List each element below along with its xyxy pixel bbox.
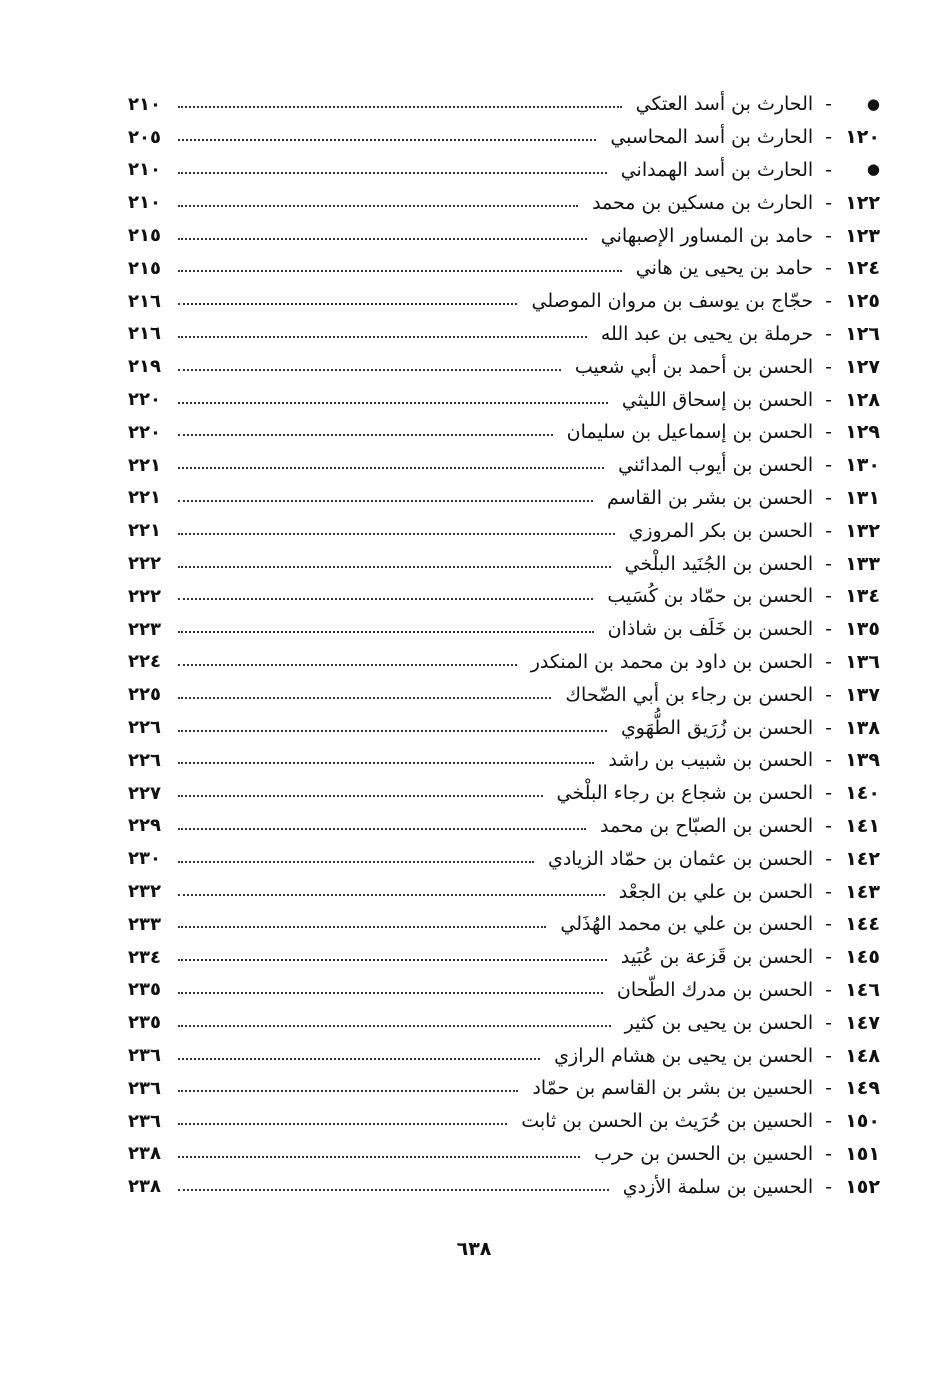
entry-name: الحسن بن داود بن محمد بن المنكدر	[530, 650, 814, 673]
dot-leader	[178, 664, 517, 666]
entry-name: الحسن بن بكر المروزي	[628, 519, 814, 542]
dot-leader	[178, 730, 607, 732]
bullet-icon: ●	[866, 94, 880, 113]
entry-dash: -	[825, 913, 832, 936]
toc-entry	[128, 613, 880, 646]
dot-leader	[178, 1058, 540, 1060]
dot-leader	[178, 500, 593, 502]
entry-name: الحسين بن سلمة الأزدي	[622, 1175, 814, 1198]
dot-leader	[178, 861, 534, 863]
entry-number: ١٤٢	[845, 847, 880, 870]
entry-name: الحسن بن مدرك الطّحان	[616, 978, 814, 1001]
entry-page: ٢١٥	[128, 257, 161, 279]
entry-page: ٢٣٥	[128, 1012, 161, 1034]
entry-number: ١٣٥	[845, 618, 880, 641]
entry-dash: -	[825, 618, 832, 641]
entry-page: ٢٢٣	[128, 618, 161, 640]
toc-entry	[128, 1039, 880, 1072]
toc-entry	[128, 908, 880, 941]
entry-name: الحسن بن إسحاق الليثي	[621, 388, 814, 411]
entry-name: الحسين بن بشر بن القاسم بن حمّاد	[532, 1077, 814, 1100]
entry-number: ١٥٠	[845, 1110, 880, 1133]
entry-number: ١٢٩	[845, 421, 880, 444]
entry-name: الحارث بن مسكين بن محمد	[592, 191, 814, 214]
dot-leader	[178, 1025, 611, 1027]
toc-entry	[128, 449, 880, 482]
entry-dash: -	[825, 257, 832, 280]
entry-dash: -	[825, 1044, 832, 1067]
dot-leader	[178, 828, 586, 830]
page-number: ٦٣٨	[456, 1238, 492, 1260]
entry-name: الحسن بن علي بن الجعْد	[618, 880, 814, 903]
dot-leader	[178, 270, 622, 272]
toc-entry	[128, 88, 880, 121]
entry-name: الحسن بن أيوب المدائني	[618, 454, 814, 477]
entry-name: الحسن بن شجاع بن رجاء البلْخي	[556, 782, 814, 805]
entry-name: الحسن بن شبيب بن راشد	[608, 749, 814, 772]
entry-dash: -	[825, 388, 832, 411]
dot-leader	[178, 139, 596, 141]
toc-entry	[128, 482, 880, 515]
toc-entry	[128, 1138, 880, 1171]
entry-dash: -	[825, 585, 832, 608]
entry-dash: -	[825, 322, 832, 345]
entry-number: ١٢٥	[845, 290, 880, 313]
table-of-contents	[128, 88, 880, 1203]
dot-leader	[178, 795, 543, 797]
dot-leader	[178, 1156, 580, 1158]
toc-entry	[128, 678, 880, 711]
dot-leader	[178, 336, 587, 338]
toc-entry	[128, 580, 880, 613]
entry-page: ٢٣٦	[128, 1110, 161, 1132]
entry-dash: -	[825, 355, 832, 378]
toc-entry	[128, 416, 880, 449]
entry-page: ٢٠٥	[128, 126, 161, 148]
entry-page: ٢٢٠	[128, 389, 161, 411]
entry-name: حامد بن المساور الإصبهاني	[600, 224, 814, 247]
entry-number: ١٤٦	[845, 978, 880, 1001]
dot-leader	[178, 467, 604, 469]
entry-page: ٢٢٩	[128, 815, 161, 837]
toc-entry	[128, 744, 880, 777]
entry-dash: -	[825, 486, 832, 509]
entry-page: ٢٢٦	[128, 717, 161, 739]
entry-page: ٢٣٦	[128, 1045, 161, 1066]
entry-name: الحسين بن الحسن بن حرب	[594, 1142, 814, 1165]
dot-leader	[178, 402, 608, 404]
toc-entry	[128, 154, 880, 187]
entry-dash: -	[825, 847, 832, 870]
entry-number: ١٣٣	[845, 552, 880, 575]
entry-number: ١٣٤	[845, 585, 880, 608]
toc-entry	[128, 350, 880, 383]
toc-entry	[128, 842, 880, 875]
toc-entry	[128, 646, 880, 679]
toc-entry	[128, 1105, 880, 1138]
dot-leader	[178, 598, 593, 600]
entry-name: الحسن بن بشر بن القاسم	[606, 486, 814, 509]
entry-dash: -	[825, 224, 832, 247]
entry-dash: -	[825, 290, 832, 313]
dot-leader	[178, 631, 594, 633]
entry-page: ٢٢١	[128, 454, 161, 476]
entry-name: الحسن بن قَزعة بن عُبَيد	[620, 946, 814, 969]
dot-leader	[178, 106, 622, 108]
dot-leader	[178, 566, 611, 568]
toc-entry	[128, 777, 880, 810]
entry-dash: -	[825, 782, 832, 805]
toc-entry	[128, 1006, 880, 1039]
entry-number: ١٢٤	[845, 257, 880, 280]
toc-entry	[128, 219, 880, 252]
entry-number: ١٤٣	[845, 880, 880, 903]
entry-number: ١٣٩	[845, 749, 880, 772]
entry-dash: -	[825, 519, 832, 542]
entry-dash: -	[825, 880, 832, 903]
dot-leader	[178, 533, 615, 535]
toc-entry	[128, 810, 880, 843]
entry-page: ٢٣٥	[128, 979, 161, 1001]
entry-number: ١٢٠	[845, 126, 880, 149]
entry-dash: -	[825, 814, 832, 837]
entry-number: ١٣١	[845, 486, 880, 509]
entry-dash: -	[825, 454, 832, 477]
entry-page: ٢٣٣	[128, 913, 161, 935]
entry-page: ٢١٥	[128, 225, 161, 247]
entry-name: الحسن بن الجُنَيد البلْخي	[624, 552, 814, 575]
entry-name: الحسين بن حُرَيث بن الحسن بن ثابت	[521, 1110, 814, 1133]
toc-entry	[128, 547, 880, 580]
entry-number: ١٤١	[845, 814, 880, 837]
entry-page: ٢٣٨	[128, 1143, 161, 1165]
dot-leader	[178, 762, 594, 764]
entry-dash: -	[825, 126, 832, 149]
toc-entry	[128, 974, 880, 1007]
entry-page: ٢٣٨	[128, 1176, 161, 1198]
entry-number: ١٢٦	[845, 322, 880, 345]
toc-entry	[128, 383, 880, 416]
entry-number: ١٤٥	[845, 946, 880, 969]
entry-page: ٢١٦	[128, 290, 161, 312]
entry-number: ١٢٧	[845, 355, 880, 378]
dot-leader	[178, 1123, 507, 1125]
entry-name: حجّاج بن يوسف بن مروان الموصلي	[531, 290, 814, 313]
entry-name: حرملة بن يحيى بن عبد الله	[600, 322, 814, 345]
dot-leader	[178, 959, 607, 961]
entry-dash: -	[825, 1175, 832, 1198]
entry-page: ٢١٠	[128, 192, 161, 214]
entry-name: الحسن بن الصبّاح بن محمد	[600, 814, 814, 837]
entry-page: ٢٣٤	[128, 946, 161, 968]
entry-name: الحارث بن أسد العتكي	[635, 93, 814, 116]
entry-number: ١٤٤	[845, 913, 880, 936]
entry-dash: -	[825, 552, 832, 575]
entry-dash: -	[825, 1077, 832, 1100]
dot-leader	[178, 303, 517, 305]
entry-dash: -	[825, 1142, 832, 1165]
toc-entry	[128, 1170, 880, 1203]
entry-name: الحسن بن أحمد بن أبي شعيب	[574, 355, 814, 378]
entry-name: الحسن بن علي بن محمد الهُذَلي	[560, 913, 814, 936]
entry-page: ٢٢٤	[128, 651, 161, 673]
entry-dash: -	[825, 1110, 832, 1133]
entry-number: ١٤٧	[845, 1011, 880, 1034]
toc-entry	[128, 252, 880, 285]
toc-entry	[128, 875, 880, 908]
dot-leader	[178, 369, 561, 371]
entry-number: ١٥١	[845, 1142, 880, 1165]
dot-leader	[178, 697, 551, 699]
entry-name: الحسن بن خَلَف بن شاذان	[607, 618, 814, 641]
toc-entry	[128, 514, 880, 547]
entry-dash: -	[825, 93, 832, 116]
toc-entry	[128, 121, 880, 154]
entry-name: الحسن بن عثمان بن حمّاد الزيادي	[547, 847, 814, 870]
entry-name: الحسن بن إسماعيل بن سليمان	[566, 421, 814, 444]
entry-dash: -	[825, 978, 832, 1001]
toc-entry	[128, 711, 880, 744]
entry-name: الحسن بن حمّاد بن كُسَيب	[607, 585, 814, 608]
entry-name: الحسن بن رجاء بن أبي الضّحاك	[565, 683, 814, 706]
entry-page: ٢١٩	[128, 356, 161, 378]
entry-page: ٢٢١	[128, 487, 161, 509]
entry-page: ٢٣٠	[128, 848, 161, 870]
entry-dash: -	[825, 716, 832, 739]
entry-page: ٢٢٢	[128, 553, 161, 575]
dot-leader	[178, 205, 578, 207]
entry-page: ٢٢٢	[128, 585, 161, 607]
entry-name: الحسن بن يحيى بن هشام الرازي	[554, 1044, 814, 1067]
entry-dash: -	[825, 683, 832, 706]
dot-leader	[178, 434, 553, 436]
entry-dash: -	[825, 650, 832, 673]
entry-number: ١٢٣	[845, 224, 880, 247]
dot-leader	[178, 238, 587, 240]
entry-page: ٢٢١	[128, 520, 161, 542]
entry-number: ١٣٦	[845, 650, 880, 673]
toc-entry	[128, 318, 880, 351]
entry-number: ١٤٨	[845, 1044, 880, 1067]
dot-leader	[178, 1189, 609, 1191]
dot-leader	[178, 926, 546, 928]
entry-page: ٢٢٠	[128, 421, 161, 443]
entry-number: ١٣٢	[845, 519, 880, 542]
entry-name: الحارث بن أسد الهمداني	[620, 158, 814, 181]
toc-entry	[128, 1072, 880, 1105]
entry-page: ٢١٠	[128, 93, 161, 115]
entry-number: ١٤٩	[845, 1077, 880, 1100]
entry-page: ٢١٠	[128, 159, 161, 181]
entry-number: ١٥٢	[845, 1175, 880, 1198]
bullet-icon: ●	[866, 160, 880, 179]
entry-page: ٢٢٥	[128, 684, 161, 706]
entry-name: الحسن بن زُرَيق الطُّهَوي	[620, 716, 814, 739]
entry-page: ٢١٦	[128, 323, 161, 345]
entry-page: ٢٣٢	[128, 881, 161, 903]
dot-leader	[178, 894, 605, 896]
entry-dash: -	[825, 749, 832, 772]
entry-page: ٢٣٦	[128, 1077, 161, 1099]
entry-number: ١٣٠	[845, 454, 880, 477]
entry-number: ١٤٠	[845, 782, 880, 805]
dot-leader	[178, 172, 607, 174]
dot-leader	[178, 992, 603, 994]
entry-dash: -	[825, 421, 832, 444]
entry-dash: -	[825, 191, 832, 214]
entry-dash: -	[825, 158, 832, 181]
entry-number: ١٣٧	[845, 683, 880, 706]
entry-dash: -	[825, 1011, 832, 1034]
entry-name: الحارث بن أسد المحاسبي	[610, 126, 814, 149]
entry-page: ٢٢٦	[128, 749, 161, 771]
toc-entry	[128, 941, 880, 974]
entry-number: ١٢٢	[845, 191, 880, 214]
toc-entry	[128, 186, 880, 219]
entry-name: الحسن بن يحيى بن كثير	[624, 1011, 814, 1034]
entry-number: ١٣٨	[845, 716, 880, 739]
entry-dash: -	[825, 946, 832, 969]
dot-leader	[178, 1090, 518, 1092]
toc-entry	[128, 285, 880, 318]
entry-number: ١٢٨	[845, 388, 880, 411]
entry-page: ٢٢٧	[128, 782, 161, 804]
entry-name: حامد بن يحيى ين هاني	[635, 257, 814, 280]
